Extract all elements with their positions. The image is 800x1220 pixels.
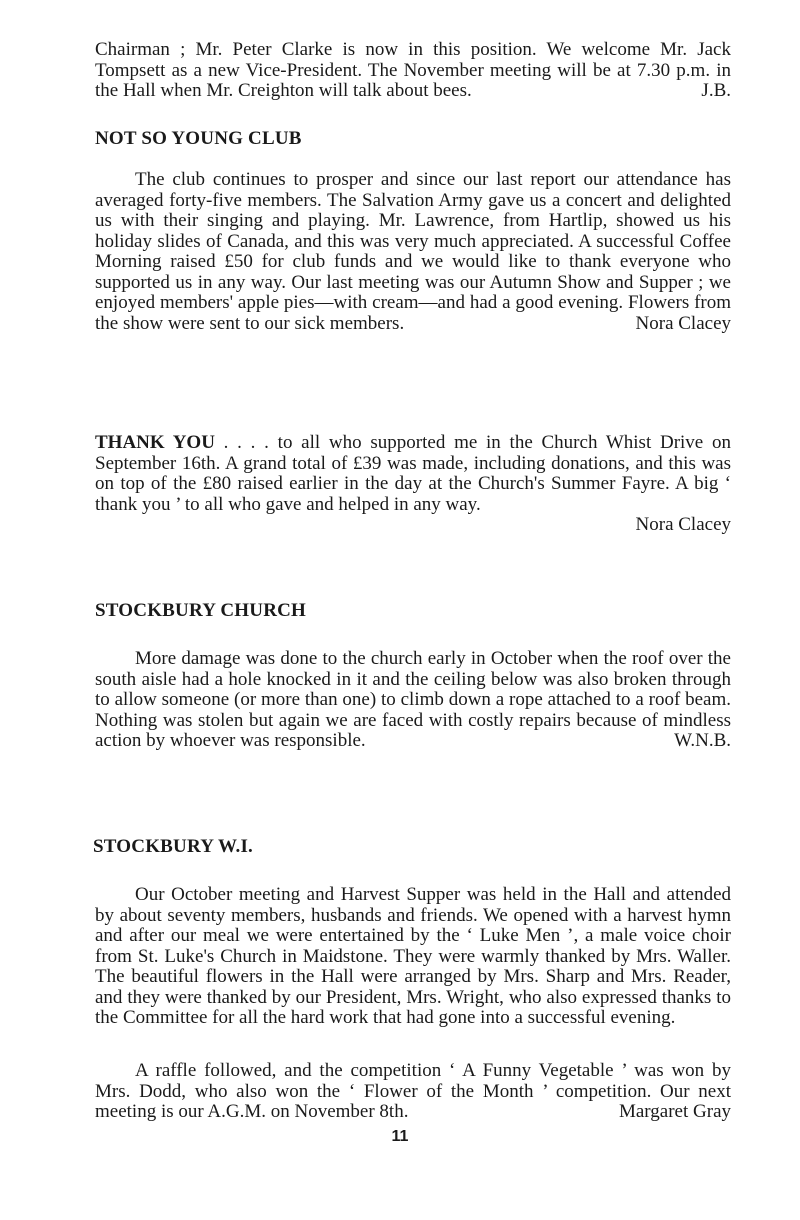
thank-you-signature: Nora Clacey <box>635 514 731 535</box>
intro-text: Chairman ; Mr. Peter Clarke is now in this position. We welcome Mr. Jack Tompsett as a new Vice-President. The November meeting will be at 7.30 p.m. in the Hall when Mr. Creighton will talk about bees. <box>95 39 731 101</box>
stockbury-church-text: More damage was done to the church early in October when the roof over the south aisle had a hole knocked in it and the ceiling below was also broken through to allow someone (or more than one) to climb down a rope attached to a roof beam. Nothing was stolen but again we are faced with costly repairs because of mindless action by whoever was responsible. <box>95 648 731 751</box>
stockbury-wi-heading: STOCKBURY W.I. <box>93 836 253 857</box>
stockbury-church-heading: STOCKBURY CHURCH <box>95 600 307 621</box>
not-so-young-club-text: The club continues to prosper and since our last report our attendance has averaged forty-five members. The Salvation Army gave us a concert and delighted us with their singing and playing. Mr. Lawrence, from Hartlip, showed us his holiday slides of Canada, and this was very much appreciated. A successful Coffee Morning raised £50 for club funds and we would like to thank everyone who supported us in any way. Our last meeting was our Autumn Show and Supper ; we enjoyed members' apple pies—with cream—and had a good evening. Flowers from the show were sent to our sick members. <box>95 169 731 334</box>
page-number: 11 <box>391 1128 409 1145</box>
stockbury-church-body <box>95 649 731 752</box>
stockbury-wi-para2 <box>95 1061 731 1123</box>
thank-you-lead: THANK YOU <box>95 432 215 453</box>
stockbury-church-signature: W.N.B. <box>674 730 731 751</box>
stockbury-wi-para2-text: A raffle followed, and the competition ‘ A Funny Vegetable ’ was won by Mrs. Dodd, who also won the ‘ Flower of the Month ’ competition. Our next meeting is our A.G.M. on November 8th. <box>95 1060 731 1122</box>
not-so-young-club-signature: Nora Clacey <box>635 312 731 334</box>
thank-you-paragraph <box>95 433 731 536</box>
stockbury-wi-signature: Margaret Gray <box>618 1101 731 1122</box>
thank-you-text: . . . . to all who supported me in the Church Whist Drive on September 16th. A grand total of £39 was made, including donations, and this was on top of the £80 raised earlier in the day at the Church's Summer Fayre. A big ‘ thank you ’ to all who gave and helped in any way. <box>95 432 731 515</box>
intro-paragraph <box>95 40 731 102</box>
not-so-young-club-body <box>95 170 731 334</box>
stockbury-wi-para1-text: Our October meeting and Harvest Supper was held in the Hall and attended by about seventy members, husbands and friends. We opened with a harvest hymn and after our meal we were entertained by the ‘ Luke Men ’, a male voice choir from St. Luke's Church in Maidstone. They were warmly thanked by Mrs. Waller. The beautiful flowers in the Hall were arranged by Mrs. Sharp and Mrs. Reader, and they were thanked by our President, Mrs. Wright, who also expressed thanks to the Committee for all the hard work that had gone into a successful evening. <box>95 884 731 1028</box>
intro-signature: J.B. <box>701 80 731 101</box>
stockbury-wi-para1 <box>95 885 731 1029</box>
not-so-young-club-heading: NOT SO YOUNG CLUB <box>95 128 302 149</box>
